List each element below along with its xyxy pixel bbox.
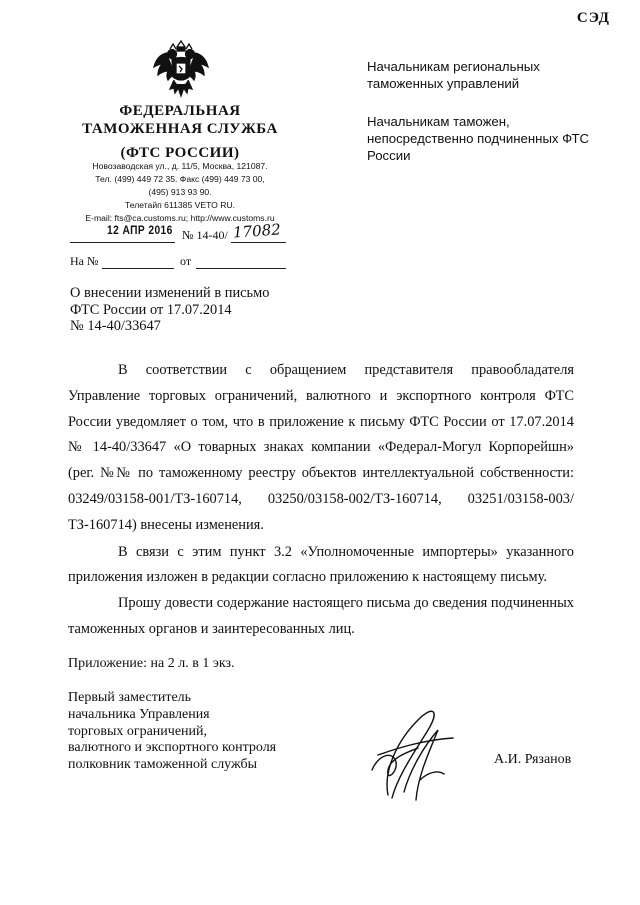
signer-title-line: полковник таможенной службы: [68, 757, 258, 773]
org-name-line1: ФЕДЕРАЛЬНАЯ: [119, 103, 241, 119]
organization-name: [60, 102, 300, 162]
handwritten-signature: [358, 700, 458, 810]
subject-line: № 14-40/33647: [70, 318, 161, 334]
org-abbreviation: (ФТС РОССИИ): [120, 145, 240, 161]
signer-name: А.И. Рязанов: [494, 752, 572, 767]
coat-of-arms-icon: [150, 40, 212, 102]
signer-title: [68, 690, 276, 774]
subject-line: О внесении изменений в письмо: [70, 285, 270, 301]
contact-teletype: Телетайп 611385 VETO RU.: [124, 200, 236, 210]
subject-line: ФТС России от 17.07.2014: [70, 301, 232, 318]
addressee-regional-customs: Начальникам региональных таможенных управлений: [367, 59, 540, 91]
paragraph-text: В соответствии с обращением представителя правообладателя Управление торговых ограничений, валютного и экспортного контроля ФТС России уведомляет о том, что в приложение к письму ФТС России от 17.07.2014 № 14-40/33647 «О товарных знаках компании «Федерал-Могул Корпорейшн» (рег. №№ по таможенному реестру объектов интеллектуальной собственности: 03249/03158-001/ТЗ-160714, 03250/03158-002/ТЗ-160714, 03251/03158-003/ТЗ-160714) внесены изменения.: [68, 362, 574, 533]
contact-block: [60, 160, 300, 225]
body-paragraph-1: [68, 358, 574, 539]
date-stamp: 12 АПР 2016: [107, 223, 173, 237]
signer-title-line: начальника Управления: [68, 706, 210, 722]
reference-date-field: [196, 268, 286, 269]
reference-date-label: от: [180, 254, 192, 268]
reference-number-label: На №: [70, 254, 99, 268]
body-paragraph-3: [68, 590, 574, 642]
outgoing-number-handwritten: 17082: [232, 220, 282, 242]
outgoing-number-label: № 14-40/: [182, 228, 228, 242]
date-underline: [70, 242, 175, 243]
number-underline: [231, 242, 286, 243]
document-corner-mark: СЭД: [576, 10, 610, 26]
signer-title-line: торговых ограничений,: [68, 723, 208, 739]
contact-address: Новозаводская ул., д. 11/5, Москва, 121087.: [92, 161, 268, 171]
org-name-line2: ТАМОЖЕННАЯ СЛУЖБА: [82, 121, 278, 137]
letter-subject: [70, 285, 269, 335]
body-paragraph-2: [68, 540, 574, 590]
signer-title-line: валютного и экспортного контроля: [68, 740, 277, 756]
signer-title-line: Первый заместитель: [68, 690, 192, 705]
reference-number-field: [102, 268, 174, 269]
paragraph-text: Прошу довести содержание настоящего письма до сведения подчиненных таможенных органов и заинтересованных лиц.: [68, 595, 574, 637]
attachment-note: Приложение: на 2 л. в 1 экз.: [68, 656, 235, 671]
contact-phone-2: (495) 913 93 90.: [148, 187, 212, 197]
contact-email-web: E-mail: fts@ca.customs.ru; http://www.customs.ru: [85, 213, 275, 223]
contact-phone-fax: Тел. (499) 449 72 35. Факс (499) 449 73 00,: [95, 174, 265, 184]
paragraph-text: В связи с этим пункт 3.2 «Уполномоченные импортеры» указанного приложения изложен в редакции согласно приложению к настоящему письму.: [68, 544, 574, 585]
addressee-customs-offices: Начальникам таможен, непосредственно подчиненных ФТС России: [367, 114, 590, 163]
